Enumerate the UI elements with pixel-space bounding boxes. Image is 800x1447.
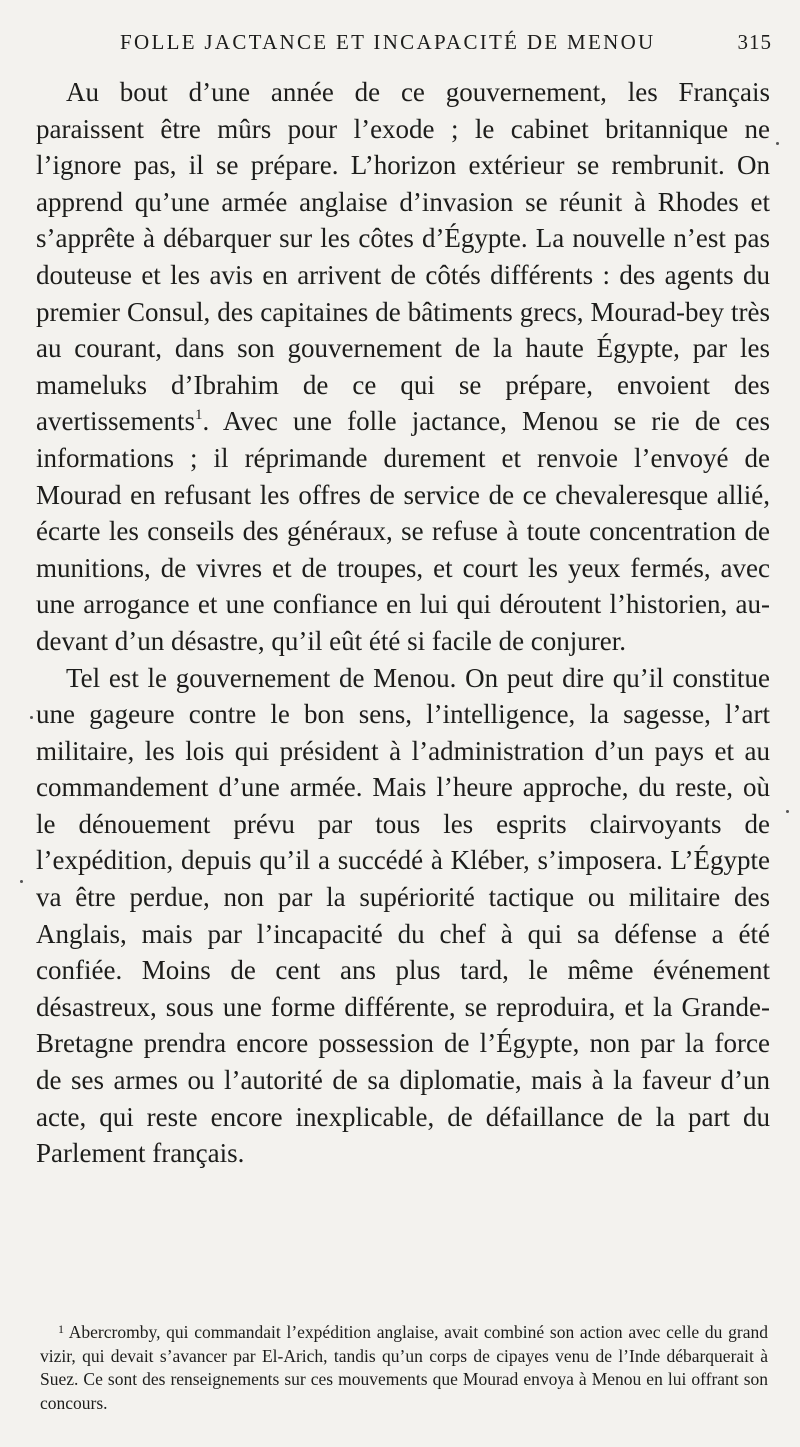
paragraph-2-text: Tel est le gouvernement de Menou. On peut dire qu’il constitue une gageure contre le bon sens, l’intelligence, la sagesse, l’art militaire, les lois qui président à l’administration d’un pays et au commandement d’une armée. Mais l’heure approche, du reste, où le dénouement prévu par tous les esprits clairvoyants de l’expédition, depuis qu’il a succédé à Kléber, s’imposera. L’Égypte va être perdue, non par la supériorité tactique ou militaire des Anglais, mais par l’incapacité du chef à qui sa défense a été confiée. Moins de cent ans plus tard, le même événement désastreux, sous une forme différente, se reproduira, et la Grande-Bretagne prendra encore possession de l’Égypte, non par la force de ses armes ou l’autorité de sa diplomatie, mais à la faveur d’un acte, qui reste encore inexplicable, de défaillance de la part du Parlement français. bbox=[36, 662, 770, 1169]
footnote-reference[interactable]: 1 bbox=[194, 407, 203, 424]
print-speck bbox=[20, 880, 23, 883]
print-speck bbox=[786, 810, 789, 813]
footnotes-section bbox=[40, 1318, 768, 1415]
paragraph-1-text-continued: . Avec une folle jactance, Menou se rie de ces informations ; il réprimande durement et renvoie l’envoyé de Mourad en refusant les offres de service de ce chevaleresque allié, écarte les conseils des généraux, se refuse à toute concentration de munitions, de vivres et de troupes, et court les yeux fermés, avec une arrogance et une confiance en lui qui déroutent l’historien, au-devant d’un désastre, qu’il eût été si facile de conjurer. bbox=[36, 406, 770, 656]
footnote-1 bbox=[40, 1318, 768, 1415]
paragraph-1-text: Au bout d’une année de ce gouvernement, les Français paraissent être mûrs pour l’exode ; le cabinet britannique ne l’ignore pas, il se prépare. L’horizon extérieur se rembrunit. On apprend qu’une armée anglaise d’invasion se réunit à Rhodes et s’apprête à débarquer sur les côtes d’Égypte. La nouvelle n’est pas douteuse et les avis en arrivent de côtés différents : des agents du premier Consul, des capitaines de bâtiments grecs, Mourad-bey très au courant, dans son gouvernement de la haute Égypte, par les mameluks d’Ibrahim de ce qui se prépare, envoient des avertissements bbox=[36, 77, 770, 437]
footnote-marker: 1 bbox=[58, 1322, 64, 1336]
page-number: 315 bbox=[737, 30, 772, 54]
print-speck bbox=[776, 142, 779, 145]
page-header bbox=[120, 30, 780, 60]
running-title: FOLLE JACTANCE ET INCAPACITÉ DE MENOU bbox=[120, 30, 656, 54]
print-speck bbox=[30, 716, 33, 719]
paragraph-1 bbox=[36, 74, 770, 660]
footnote-text: Abercromby, qui commandait l’expédition anglaise, avait combiné son action avec celle du grand vizir, qui devait s’avancer par El-Arich, tandis qu’un corps de cipayes venu de l’Inde débarquerait à Suez. Ce sont des renseignements sur ces mouvements que Mourad envoya à Menou en lui offrant son concours. bbox=[40, 1322, 768, 1413]
main-text bbox=[36, 74, 770, 1172]
paragraph-2 bbox=[36, 660, 770, 1172]
